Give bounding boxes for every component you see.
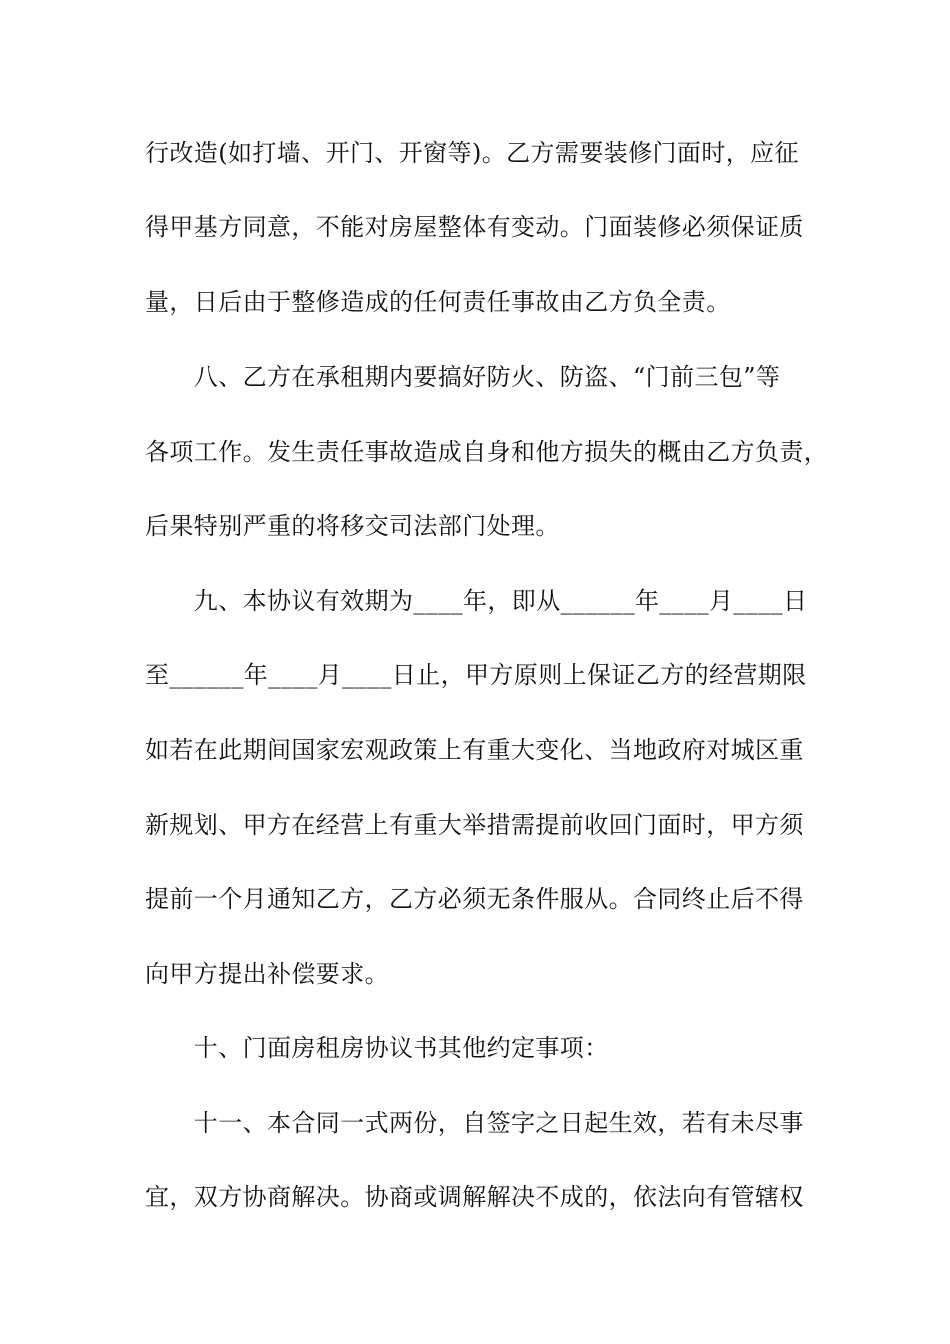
text-line: 提前一个月通知乙方，乙方必须无条件服从。合同终止后不得 xyxy=(145,885,804,913)
text-line: 十一、本合同一式两份，自签字之日起生效，若有未尽事 xyxy=(145,1109,804,1137)
text-line: 向甲方提出补偿要求。 xyxy=(145,960,389,988)
text-line: 各项工作。发生责任事故造成自身和他方损失的概由乙方负责， xyxy=(145,438,829,466)
text-line: 宜，双方协商解决。协商或调解解决不成的，依法向有管辖权 xyxy=(145,1183,804,1211)
text-line: 量，日后由于整修造成的任何责任事故由乙方负全责。 xyxy=(145,288,731,316)
text-line: 后果特别严重的将移交司法部门处理。 xyxy=(145,512,560,540)
text-line: 九、本协议有效期为____年，即从______年____月____日 xyxy=(145,587,808,615)
text-line: 八、乙方在承租期内要搞好防火、防盗、“门前三包”等 xyxy=(145,363,781,391)
text-line: 行改造(如打墙、开门、开窗等)。乙方需要装修门面时，应征 xyxy=(145,139,799,167)
text-line: 新规划、甲方在经营上有重大举措需提前收回门面时，甲方须 xyxy=(145,811,804,839)
text-line: 十、门面房租房协议书其他约定事项： xyxy=(145,1034,609,1062)
text-line: 如若在此期间国家宏观政策上有重大变化、当地政府对城区重 xyxy=(145,736,804,764)
text-line: 得甲基方同意，不能对房屋整体有变动。门面装修必须保证质 xyxy=(145,213,804,241)
text-line: 至______年____月____日止，甲方原则上保证乙方的经营期限 xyxy=(145,661,807,689)
